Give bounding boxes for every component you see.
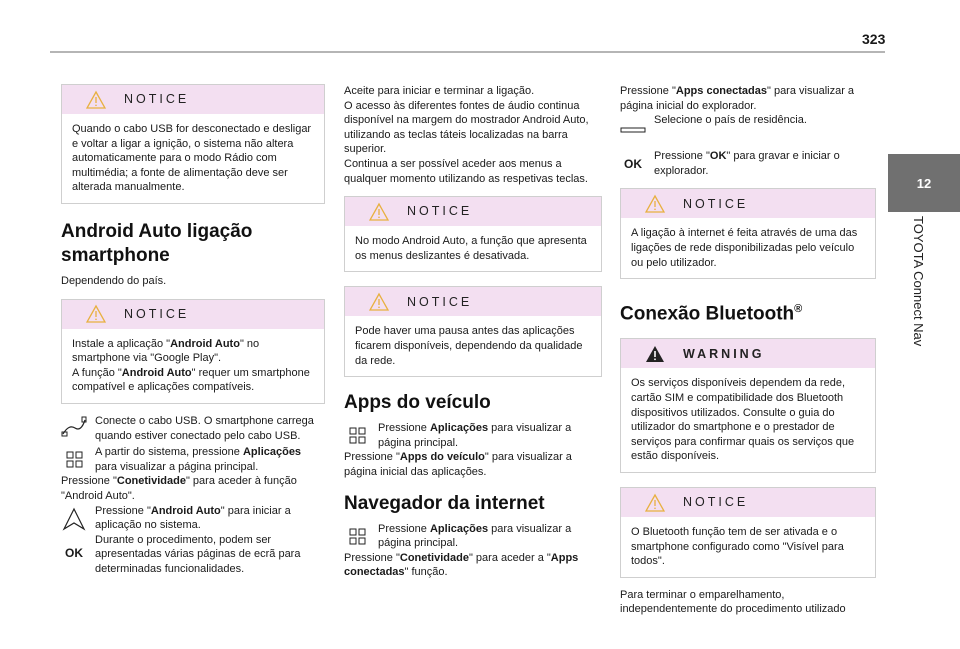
section-heading: Navegador da internet [344, 492, 545, 514]
warning-triangle-icon [645, 194, 665, 214]
notice-body: O Bluetooth função tem de ser ativada e o smartphone configurado como "Visível para todos". [631, 526, 844, 568]
warning-label: WARNING [683, 346, 765, 361]
step-android-auto: Pressione "Android Auto" para iniciar a aplicação no sistema. [61, 504, 325, 533]
notice-box [344, 196, 602, 272]
section-heading: Conexão Bluetooth® [620, 303, 803, 325]
paragraph: Aceite para iniciar e terminar a ligação. [344, 85, 535, 97]
step-applications: A partir do sistema, pressione Aplicações para visualizar a página principal. [61, 445, 325, 474]
apps-grid-icon [344, 524, 370, 550]
notice-label: NOTICE [124, 306, 190, 321]
notice-body: Quando o cabo USB for desconectado e desligar e voltar a ligar a ignição, o sistema não altera automaticamente para o modo Rádio com multimédia; a fonte de alimentação deve ser alterada manualmente. [72, 123, 312, 194]
notice-label: NOTICE [407, 294, 473, 309]
chapter-tab[interactable]: 12 [888, 154, 960, 212]
warning-box [620, 338, 876, 473]
paragraph: O acesso às diferentes fontes de áudio continua disponível na margem do mostrador Android Auto, utilizando as teclas táteis localizadas na barra superior. [344, 99, 589, 156]
warning-body: Os serviços disponíveis dependem da rede, cartão SIM e compatibilidade dos Bluetooth dispositivos utilizados. Consulte o guia do utilizador do smartphone e o prestador de serviços para confirmar quais os serviços que estão disponíveis. [631, 377, 855, 463]
chapter-title-vertical: TOYOTA Connect Nav [911, 216, 926, 347]
notice-body: No modo Android Auto, a função que apresenta os menus deslizantes é desativada. [355, 235, 587, 262]
android-auto-icon [61, 506, 87, 532]
apps-step: Pressione Aplicações para visualizar a página principal. [344, 421, 602, 450]
warning-triangle-icon [369, 292, 389, 312]
ok-icon: OK [624, 156, 642, 171]
step-usb: Conecte o cabo USB. O smartphone carrega quando estiver conectado pelo cabo USB. [61, 414, 325, 443]
paragraph: Pressione "Apps conectadas" para visualizar a página inicial do explorador. [620, 85, 855, 112]
notice-label: NOTICE [124, 92, 190, 107]
section-heading: Apps do veículo [344, 392, 491, 414]
notice-body: Pode haver uma pausa antes das aplicações ficarem disponíveis, dependendo da qualidade da rede. [355, 325, 583, 367]
column-2 [344, 84, 602, 580]
ok-step: OK Pressione "OK" para gravar e iniciar o explorador. [620, 149, 876, 178]
notice-box [61, 299, 325, 404]
apps-grid-icon [344, 423, 370, 449]
browser-step: Pressione Aplicações para visualizar a página principal. [344, 522, 602, 551]
ok-icon: OK [65, 546, 83, 561]
warning-triangle-icon [86, 304, 106, 324]
usb-cable-icon [61, 414, 87, 440]
intro-text: Dependendo do país. [61, 274, 167, 287]
warning-triangle-icon [86, 90, 106, 110]
notice-box [620, 188, 876, 279]
column-1 [61, 84, 325, 576]
notice-body: Instale a aplicação "Android Auto" no smartphone via "Google Play". A função "Android Auto" requer um smartphone compatível e aplicações compatíveis. [72, 337, 310, 394]
notice-box [620, 487, 876, 578]
page-number: 323 [862, 31, 886, 47]
warning-triangle-icon [369, 202, 389, 222]
country-step: Selecione o país de residência. [620, 113, 876, 143]
menu-bar-icon [620, 117, 646, 143]
notice-label: NOTICE [683, 495, 749, 510]
paragraph: Para terminar o emparelhamento, independentemente do procedimento utilizado [620, 588, 846, 616]
section-heading: Android Auto ligação smartphone [61, 220, 253, 266]
apps-grid-icon [61, 447, 87, 473]
notice-box [61, 84, 325, 204]
warning-triangle-icon [645, 493, 665, 513]
notice-label: NOTICE [407, 204, 473, 219]
step-procedure: OK Durante o procedimento, podem ser apresentadas várias páginas de ecrã para determinadas funcionalidades. [61, 533, 325, 577]
warning-filled-triangle-icon [645, 344, 665, 364]
paragraph: Pressione "Conetividade" para aceder a "Apps conectadas" função. [344, 551, 579, 579]
step-connectivity: Pressione "Conetividade" para aceder à função "Android Auto". [61, 475, 297, 502]
column-3 [620, 84, 876, 617]
notice-body: A ligação à internet é feita através de uma das ligações de rede disponibilizadas pelo veículo ou pelo utilizador. [631, 227, 858, 269]
paragraph: Continua a ser possível aceder aos menus a qualquer momento utilizando as respetivas teclas. [344, 157, 588, 185]
notice-box [344, 286, 602, 377]
paragraph: Pressione "Apps do veículo" para visualizar a página inicial das aplicações. [344, 451, 572, 478]
notice-label: NOTICE [683, 196, 749, 211]
header-rule [50, 51, 885, 53]
